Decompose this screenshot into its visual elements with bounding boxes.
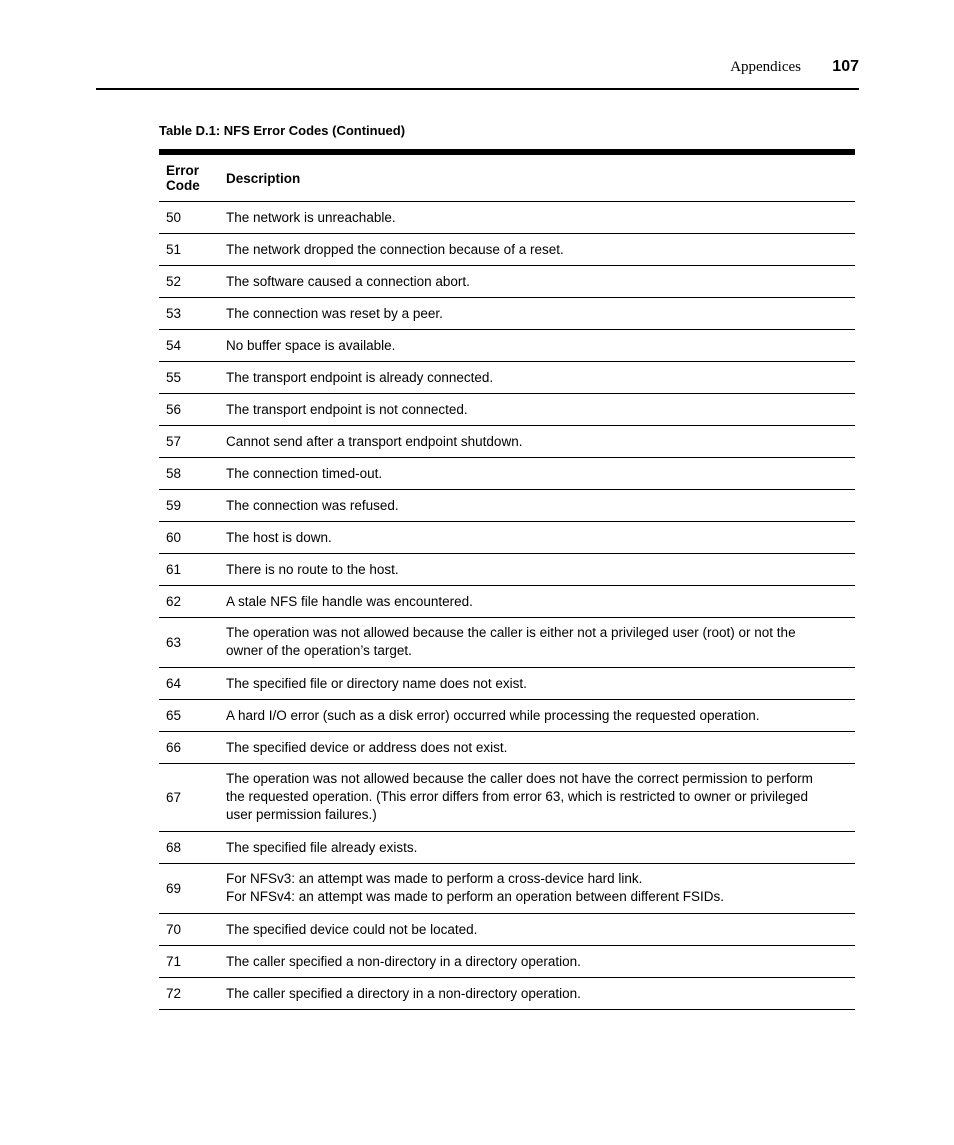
description-cell <box>226 914 855 946</box>
error-code-cell: 54 <box>159 330 226 362</box>
error-code-cell: 51 <box>159 234 226 266</box>
description-cell <box>226 700 855 732</box>
description-line: The specified device could not be located. <box>226 921 478 937</box>
table-row <box>159 298 855 330</box>
description-line: user permission failures.) <box>226 807 377 822</box>
page-header <box>96 58 859 88</box>
error-code-cell: 64 <box>159 668 226 700</box>
description-cell <box>226 362 855 394</box>
description-cell <box>226 426 855 458</box>
description-line: owner of the operation’s target. <box>226 643 412 658</box>
table-row <box>159 458 855 490</box>
error-code-table-container <box>159 149 855 1010</box>
description-line: The transport endpoint is already connected. <box>226 369 494 385</box>
description-cell <box>226 732 855 764</box>
description-line: A hard I/O error (such as a disk error) occurred while processing the requested operation. <box>226 707 760 723</box>
page-number: 107 <box>832 58 859 75</box>
description-line: There is no route to the host. <box>226 561 399 577</box>
table-row <box>159 490 855 522</box>
error-code-cell: 63 <box>159 618 226 668</box>
error-code-cell: 69 <box>159 864 226 914</box>
table-row <box>159 266 855 298</box>
description-cell <box>226 618 855 668</box>
description-line: The specified device or address does not exist. <box>226 739 508 755</box>
description-cell <box>226 234 855 266</box>
error-code-cell: 59 <box>159 490 226 522</box>
error-code-cell: 65 <box>159 700 226 732</box>
error-code-cell: 55 <box>159 362 226 394</box>
description-cell <box>226 586 855 618</box>
table-row <box>159 618 855 668</box>
error-code-cell: 67 <box>159 764 226 832</box>
table-row <box>159 330 855 362</box>
error-code-cell: 56 <box>159 394 226 426</box>
description-line: The network is unreachable. <box>226 209 396 225</box>
table-row <box>159 362 855 394</box>
table-row <box>159 202 855 234</box>
error-code-cell: 52 <box>159 266 226 298</box>
table-row <box>159 732 855 764</box>
table-row <box>159 668 855 700</box>
description-cell <box>226 330 855 362</box>
description-line: The network dropped the connection because of a reset. <box>226 241 564 257</box>
description-cell <box>226 394 855 426</box>
description-line: The caller specified a directory in a non-directory operation. <box>226 985 581 1001</box>
description-line: The transport endpoint is not connected. <box>226 401 468 417</box>
table-row <box>159 864 855 914</box>
table-row <box>159 234 855 266</box>
description-line: The operation was not allowed because the caller is either not a privileged user (root) or not the <box>226 625 796 640</box>
table-body <box>159 202 855 1010</box>
error-code-cell: 53 <box>159 298 226 330</box>
table-row <box>159 586 855 618</box>
table-row <box>159 426 855 458</box>
error-code-cell: 62 <box>159 586 226 618</box>
description-line: the requested operation. (This error differs from error 63, which is restricted to owner or privileged <box>226 789 809 804</box>
description-cell <box>226 490 855 522</box>
table-row <box>159 700 855 732</box>
description-line: The connection was refused. <box>226 497 399 513</box>
description-cell <box>226 946 855 978</box>
column-header-code-line1: Error <box>166 163 200 178</box>
table-row <box>159 946 855 978</box>
column-header-error-code <box>159 152 226 202</box>
description-cell <box>226 668 855 700</box>
description-cell <box>226 554 855 586</box>
description-line: The connection was reset by a peer. <box>226 305 443 321</box>
description-line: For NFSv3: an attempt was made to perform a cross-device hard link. <box>226 871 643 886</box>
header-divider <box>96 88 859 90</box>
table-row <box>159 554 855 586</box>
description-cell <box>226 978 855 1010</box>
table-row <box>159 914 855 946</box>
description-line: The host is down. <box>226 529 332 545</box>
description-line: The caller specified a non-directory in a directory operation. <box>226 953 581 969</box>
table-header-row <box>159 152 855 202</box>
column-header-code-line2: Code <box>166 178 200 193</box>
table-row <box>159 832 855 864</box>
error-code-cell: 72 <box>159 978 226 1010</box>
error-code-cell: 57 <box>159 426 226 458</box>
table-row <box>159 394 855 426</box>
description-line: Cannot send after a transport endpoint shutdown. <box>226 433 523 449</box>
error-code-cell: 68 <box>159 832 226 864</box>
table-row <box>159 522 855 554</box>
description-cell <box>226 458 855 490</box>
description-cell <box>226 522 855 554</box>
description-line: The operation was not allowed because the caller does not have the correct permission to perform <box>226 771 813 786</box>
error-code-cell: 61 <box>159 554 226 586</box>
description-cell <box>226 764 855 832</box>
description-line: The specified file already exists. <box>226 839 418 855</box>
description-cell <box>226 298 855 330</box>
description-line: A stale NFS file handle was encountered. <box>226 593 473 609</box>
table-title: Table D.1: NFS Error Codes (Continued) <box>159 123 406 138</box>
error-code-cell: 60 <box>159 522 226 554</box>
description-cell <box>226 864 855 914</box>
section-title: Appendices <box>730 59 801 75</box>
error-code-cell: 71 <box>159 946 226 978</box>
error-code-table <box>159 149 855 1010</box>
table-row <box>159 764 855 832</box>
error-code-cell: 50 <box>159 202 226 234</box>
column-header-description: Description <box>226 152 855 202</box>
description-cell <box>226 266 855 298</box>
description-line: The software caused a connection abort. <box>226 273 470 289</box>
description-line: The specified file or directory name does not exist. <box>226 675 527 691</box>
error-code-cell: 70 <box>159 914 226 946</box>
description-line: The connection timed-out. <box>226 465 383 481</box>
error-code-cell: 66 <box>159 732 226 764</box>
error-code-cell: 58 <box>159 458 226 490</box>
table-row <box>159 978 855 1010</box>
description-cell <box>226 832 855 864</box>
description-line: For NFSv4: an attempt was made to perform an operation between different FSIDs. <box>226 889 724 904</box>
description-line: No buffer space is available. <box>226 337 396 353</box>
description-cell <box>226 202 855 234</box>
